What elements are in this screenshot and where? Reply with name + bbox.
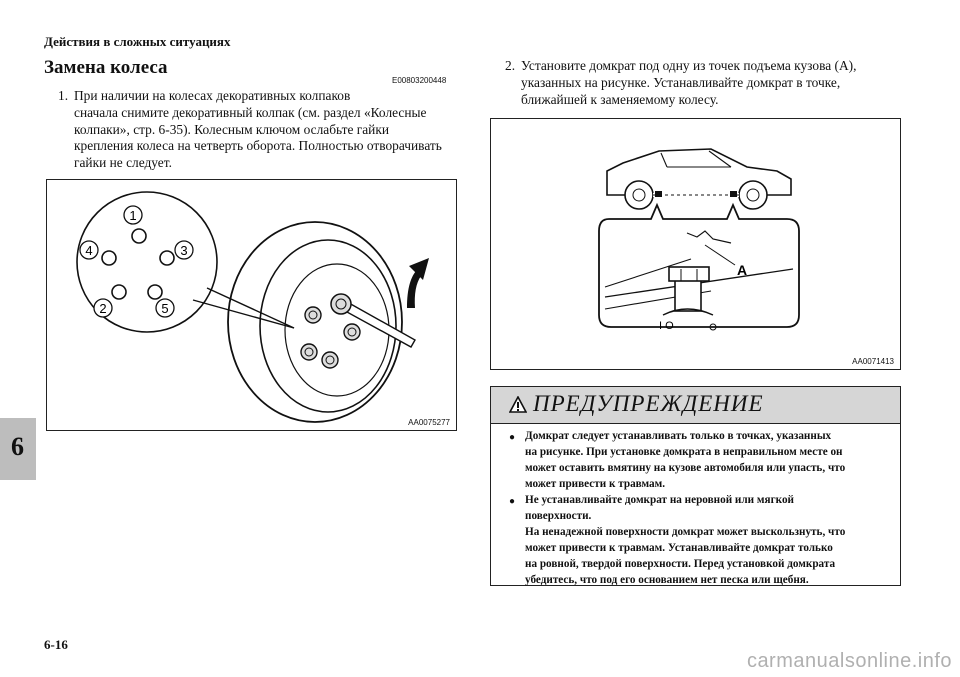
jack-point-label: A: [737, 262, 748, 278]
svg-text:3: 3: [180, 243, 188, 258]
svg-text:1: 1: [129, 208, 137, 223]
warning-line: может привести к травмам. Устанавливайте домкрат только: [525, 542, 833, 554]
figure-code: AA0075277: [408, 418, 450, 427]
step-2-paragraph: [505, 58, 915, 114]
warning-line: Домкрат следует устанавливать только в точках, указанных: [525, 430, 832, 442]
label-badge-1: [124, 206, 142, 224]
step-2-line: указанных на рисунке. Устанавливайте домкрат в точке,: [521, 74, 841, 90]
warning-line: на ровной, твердой поверхности. Перед установкой домкрата: [525, 558, 836, 570]
warning-line: может оставить вмятину на кузове автомобиля или упасть, что: [525, 462, 846, 474]
warning-header: [491, 387, 900, 424]
bullet-icon: ●: [509, 432, 516, 443]
lug-nut: [322, 352, 338, 368]
rotation-arrow: [407, 258, 429, 308]
jack-point-figure: [490, 118, 901, 370]
step-2-line: ближайшей к заменяемому колесу.: [521, 91, 719, 107]
step-2-number: 2.: [505, 58, 516, 73]
running-header: Действия в сложных ситуациях: [44, 34, 231, 49]
svg-text:5: 5: [161, 301, 169, 316]
step-1-line: крепления колеса на четверть оборота. Полностью отворачивать: [74, 138, 442, 154]
step-1-line: колпаки», стр. 6-35). Колесным ключом ослабьте гайки: [74, 121, 390, 137]
wheel-lug-nut-figure: [46, 179, 457, 431]
chapter-number: 6: [11, 432, 24, 461]
wheel-illustration: [47, 180, 456, 430]
label-badge-4: [80, 241, 98, 259]
lug-nut: [344, 324, 360, 340]
svg-text:4: 4: [85, 243, 93, 258]
bullet-icon: ●: [509, 496, 516, 507]
warning-box: [490, 386, 901, 586]
lug-nut: [301, 344, 317, 360]
label-badge-5: [156, 299, 174, 317]
jack-point-mark: [655, 191, 662, 197]
section-code: E00803200448: [392, 76, 447, 85]
chapter-tab: [0, 418, 36, 480]
page-number: 6-16: [44, 637, 68, 652]
warning-line: на рисунке. При установке домкрата в неправильном месте он: [525, 446, 843, 458]
step-1-line: При наличии на колесах декоративных колпаков: [74, 88, 351, 103]
warning-triangle-icon: [509, 396, 527, 413]
car-wheel: [739, 181, 767, 209]
car-wheel: [625, 181, 653, 209]
step-1-number: 1.: [58, 88, 69, 103]
warning-line: убедитесь, что под его основанием нет песка или щебня.: [525, 574, 809, 586]
warning-line: На ненадежной поверхности домкрат может выскользнуть, что: [525, 526, 846, 538]
lug-nut: [305, 307, 321, 323]
figure-code: AA0071413: [852, 357, 894, 366]
warning-line: Не устанавливайте домкрат на неровной или мягкой: [525, 494, 794, 506]
svg-text:2: 2: [99, 301, 107, 316]
step-1-line: сначала снимите декоративный колпак (см. раздел «Колесные: [74, 104, 427, 120]
jack-point-mark: [730, 191, 737, 197]
watermark: carmanualsonline.info: [746, 650, 952, 672]
step-1-line: гайки не следует.: [74, 155, 172, 171]
section-title: Замена колеса: [44, 57, 168, 78]
detail-mark: I O: [659, 320, 674, 332]
warning-line: может привести к травмам.: [525, 478, 666, 490]
step-2-line: Установите домкрат под одну из точек подъема кузова (A),: [521, 58, 857, 73]
warning-title: ПРЕДУПРЕЖДЕНИЕ: [533, 391, 764, 416]
rim-inner: [285, 264, 389, 396]
warning-line: поверхности.: [525, 510, 592, 522]
label-badge-3: [175, 241, 193, 259]
label-badge-2: [94, 299, 112, 317]
step-1-paragraph: [58, 88, 468, 178]
jack-illustration: [491, 119, 900, 369]
